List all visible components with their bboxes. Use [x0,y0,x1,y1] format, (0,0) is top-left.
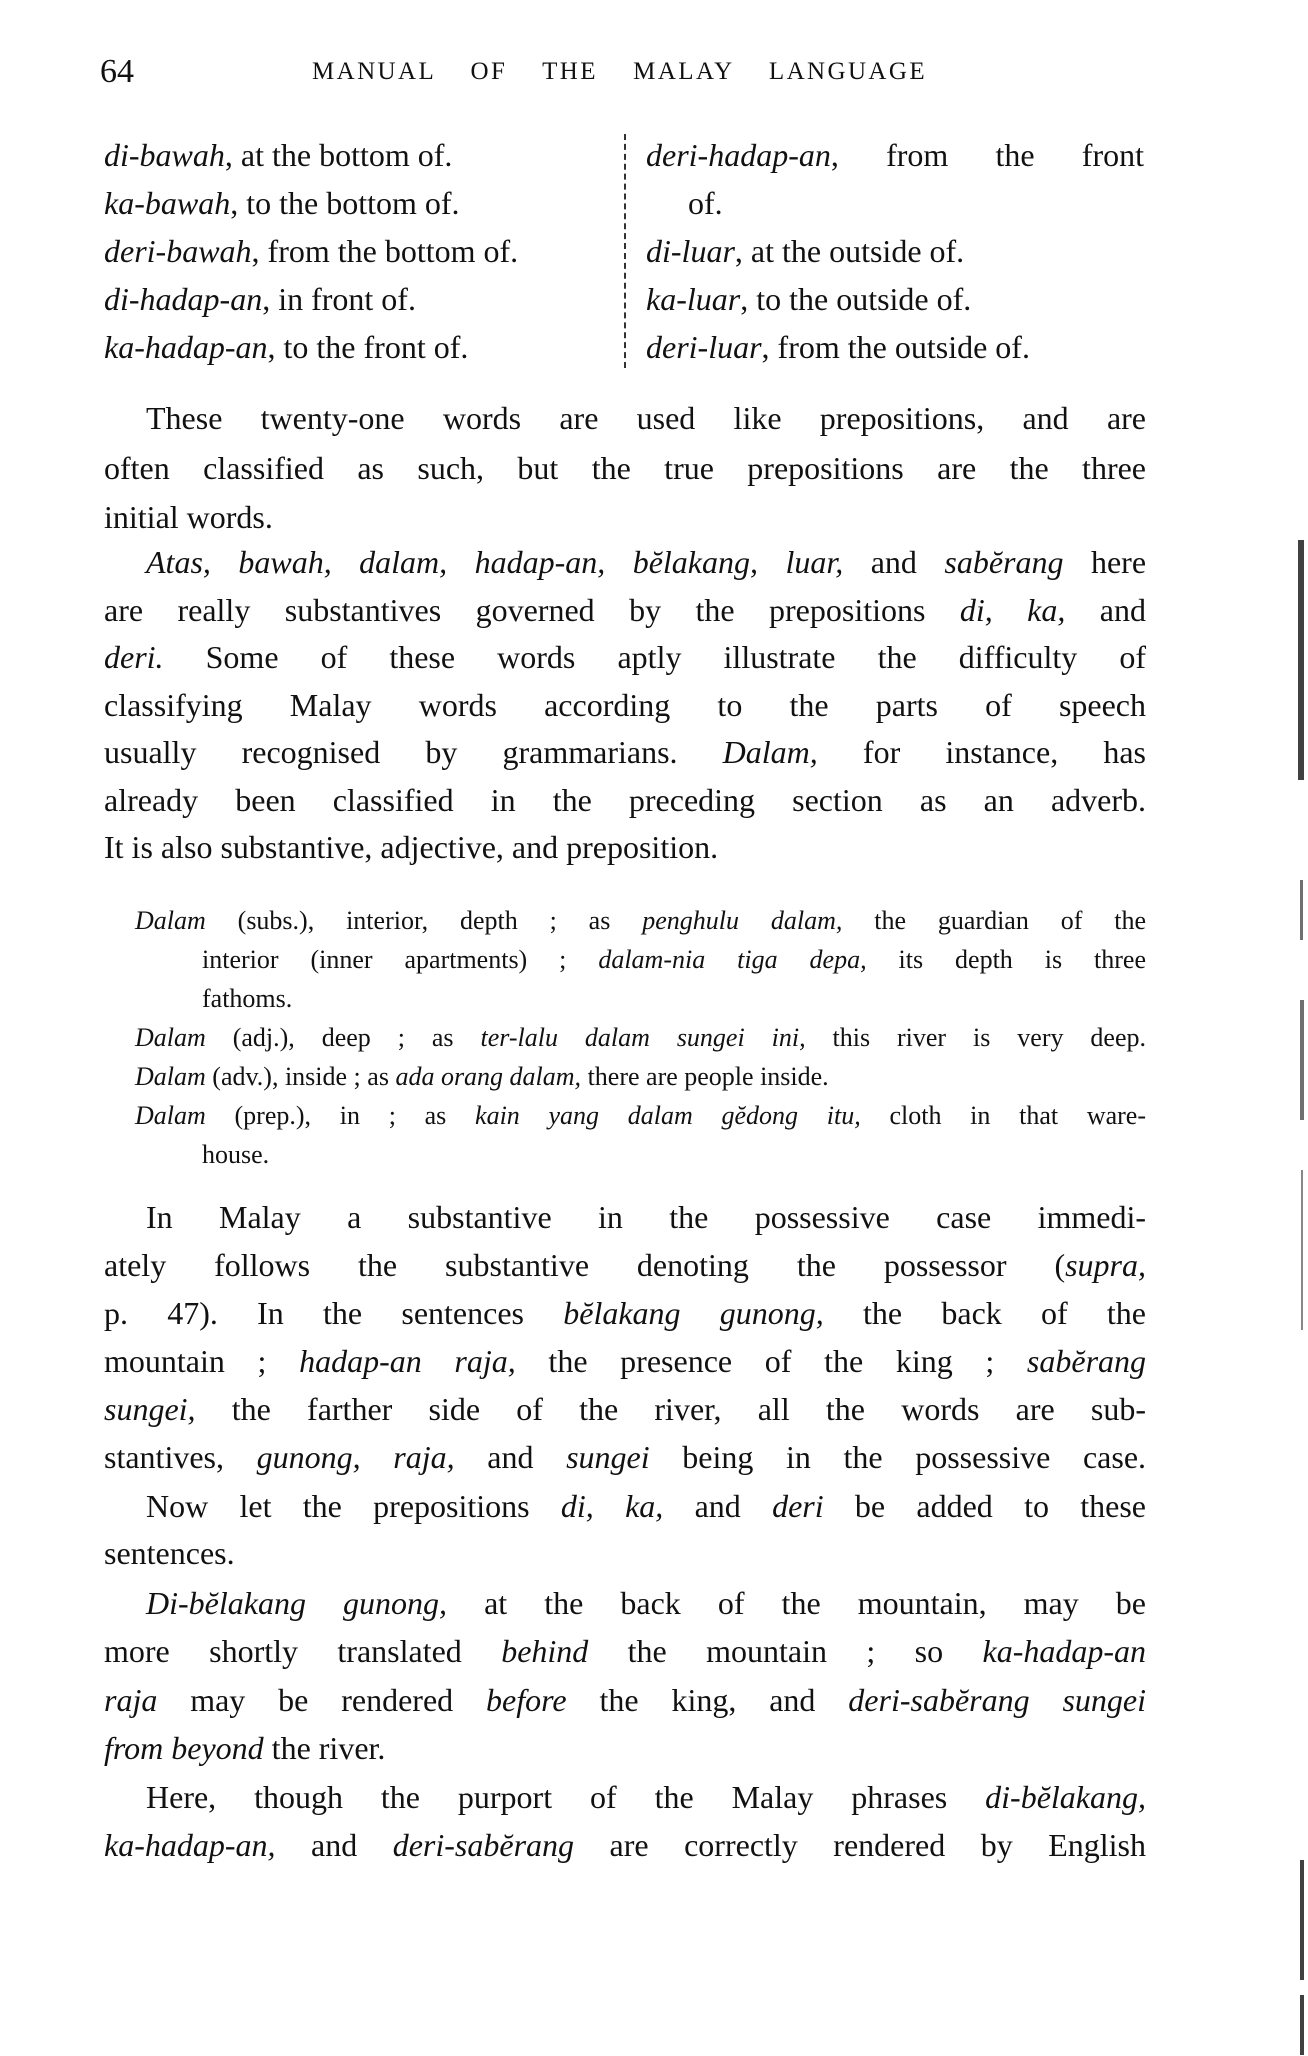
text-run: interior (inner apartments) ; [202,945,599,974]
text-run: and [275,1827,393,1863]
scan-edge-mark [1300,1995,1304,2055]
malay-term: Dalam [135,1062,206,1091]
malay-term: gunong, raja, [256,1439,455,1475]
text-line [104,1337,1146,1385]
malay-term: deri-hadap-an [646,137,831,173]
text-line [104,1724,1146,1772]
malay-term: hadap-an raja, [299,1343,516,1379]
text-line [104,1289,1146,1337]
text-line [104,1385,1146,1433]
malay-term: before [486,1681,567,1718]
text-line [646,227,1144,275]
text-run: initial words. [104,499,273,535]
text-run: ately follows the substantive denoting the possessor ( [104,1247,1066,1283]
malay-term: Dalam [135,1101,206,1130]
malay-term: di, ka, [560,1488,664,1524]
text-run: (prep.), in ; as [205,1101,476,1130]
text-run: more shortly translated [104,1633,502,1670]
malay-term: ada orang dalam, [395,1062,582,1091]
malay-term: penghulu dalam, [642,906,843,935]
text-line [104,587,1146,635]
text-line [135,1018,1146,1057]
text-run: and [843,544,945,580]
malay-term: di-bĕlakang, [985,1779,1146,1815]
text-run: It is also substantive, adjective, and preposition. [104,829,719,865]
text-run: fathoms. [202,984,293,1013]
text-line [104,777,1146,825]
text-run: classifying Malay words according to the parts of speech [104,686,1146,723]
malay-term: di-hadap-an [104,281,263,317]
paragraph [104,539,1146,872]
text-line [135,901,1146,940]
text-line [104,323,624,371]
text-line [104,729,1146,777]
text-line [104,1821,1146,1869]
text-line [104,179,624,227]
text-run: , to the bottom of. [230,185,460,221]
text-run: already been classified in the preceding section as an adverb. [104,781,1146,818]
text-run: often classified as such, but the true prepositions are the three [104,449,1146,486]
text-run: for instance, has [817,734,1146,770]
scan-edge-mark [1300,1860,1304,1980]
text-line [104,1579,1146,1627]
text-run: at the back of the mountain, may be [447,1585,1147,1621]
text-run: be added to these [823,1488,1147,1524]
malay-term: deri-bawah [104,233,252,269]
text-run: Some of these words aptly illustrate the difficulty of [163,639,1146,675]
malay-term: deri [772,1488,824,1524]
text-run: and [1065,591,1147,628]
paragraph [104,1483,1146,1577]
text-run: are really substantives governed by the prepositions [104,591,960,628]
text-run: the king, and [566,1681,849,1718]
scan-edge-mark [1300,1000,1304,1120]
text-line [104,1433,1146,1481]
text-run: (adj.), deep ; as [205,1023,481,1052]
text-run: house. [202,1140,270,1169]
text-line [104,1241,1146,1289]
scan-edge-mark [1301,1170,1303,1330]
text-line [646,179,1144,227]
malay-term: behind [501,1633,589,1670]
text-run: , from the outside of. [761,329,1030,365]
text-line [104,444,1146,494]
text-run: , to the front of. [267,329,469,365]
text-run: the mountain ; so [588,1633,983,1670]
text-run: there are people inside. [581,1062,829,1091]
text-line [135,1057,1146,1096]
text-run: , from the front [830,137,1144,173]
text-run: and [454,1439,567,1475]
text-line [104,634,1146,682]
text-run: In Malay a substantive in the possessive case immedi- [146,1199,1146,1235]
text-line [104,1627,1146,1675]
malay-term: sabĕrang [1026,1343,1147,1379]
paragraph [104,1579,1146,1772]
scan-edge-mark [1300,880,1303,940]
text-line [104,1530,1146,1577]
text-run: this river is very deep. [805,1023,1147,1052]
text-run: the guardian of the [842,906,1147,935]
text-run: stantives, [104,1439,257,1475]
text-run: here [1063,544,1147,580]
text-line [104,1193,1146,1241]
malay-term: Atas, bawah, dalam, hadap-an, bĕlakang, luar, [146,544,844,580]
preposition-list-right [646,131,1144,371]
malay-term: raja [104,1681,158,1718]
text-line [104,493,1146,543]
malay-term: deri-sabĕrang sungei [848,1681,1147,1718]
text-line [104,824,1146,872]
column-divider [624,134,626,368]
paragraph [104,394,1146,543]
text-line [104,1676,1146,1724]
text-run: , in front of. [262,281,416,317]
malay-term: deri-sabĕrang [392,1827,575,1863]
page-number: 64 [100,53,134,90]
malay-term: Dalam, [722,734,818,770]
text-run: are correctly rendered by English [574,1827,1146,1863]
text-line [646,131,1144,179]
malay-term: supra, [1065,1247,1146,1283]
malay-term: kain yang dalam gĕdong itu, [475,1101,861,1130]
malay-term: ka-hadap-an [104,329,268,365]
paragraph [104,1773,1146,1869]
text-line [104,539,1146,587]
malay-term: sungei [566,1439,650,1475]
text-line [646,275,1144,323]
malay-term: dalam-nia tiga depa, [598,945,867,974]
malay-term: di-bawah [104,137,225,173]
text-run: These twenty-one words are used like prepositions, and are [146,400,1146,436]
scan-edge-mark [1298,540,1304,780]
malay-term: Di-bĕlakang gunong, [146,1585,448,1621]
malay-term: bĕlakang gunong, [563,1295,824,1331]
examples-block [135,901,1146,1174]
text-run: the presence of the king ; [515,1343,1027,1379]
running-title: MANUAL OF THE MALAY LANGUAGE [312,58,927,85]
paragraph [104,1193,1146,1481]
malay-term: Dalam [135,906,206,935]
text-line [104,131,624,179]
malay-term: deri-luar [646,329,762,365]
text-line [135,940,1146,979]
malay-term: ka-luar [646,281,741,317]
malay-term: ter-lalu dalam sungei ini, [480,1023,806,1052]
malay-term: sungei, [104,1391,196,1427]
text-line [104,1483,1146,1530]
malay-term: Dalam [135,1023,206,1052]
text-run: may be rendered [157,1681,487,1718]
text-run: Here, though the purport of the Malay phrases [146,1779,986,1815]
text-line [104,275,624,323]
text-line [104,227,624,275]
text-line [135,979,1146,1018]
malay-term: di, ka, [959,591,1066,628]
text-run: (adv.), inside ; as [205,1062,396,1091]
malay-term: from beyond [104,1729,264,1766]
text-run: mountain ; [104,1343,300,1379]
text-run: , to the outside of. [740,281,972,317]
text-run: the back of the [823,1295,1147,1331]
text-line [646,323,1144,371]
text-run: cloth in that ware- [860,1101,1147,1130]
text-run: being in the possessive case. [649,1439,1147,1475]
text-run: of. [688,185,723,221]
text-run: sentences. [104,1535,235,1571]
text-run: p. 47). In the sentences [104,1295,564,1331]
text-line [104,1773,1146,1821]
malay-term: ka-hadap-an [982,1633,1147,1670]
text-run: usually recognised by grammarians. [104,734,723,770]
text-run: , at the outside of. [734,233,965,269]
text-run: its depth is three [866,945,1146,974]
text-run: , at the bottom of. [224,137,453,173]
malay-term: ka-bawah [104,185,231,221]
text-run: the river. [263,1729,386,1766]
malay-term: sabĕrang [944,544,1064,580]
text-run: and [663,1488,773,1524]
text-line [135,1135,1146,1174]
text-run: Now let the prepositions [146,1488,561,1524]
text-line [135,1096,1146,1135]
text-line [104,682,1146,730]
text-run: (subs.), interior, depth ; as [205,906,643,935]
text-run: , from the bottom of. [251,233,519,269]
malay-term: deri. [104,639,164,675]
malay-term: ka-hadap-an, [104,1827,276,1863]
text-line [104,394,1146,444]
preposition-list-left [104,131,624,371]
text-run: the farther side of the river, all the words are sub- [195,1391,1146,1427]
malay-term: di-luar [646,233,735,269]
